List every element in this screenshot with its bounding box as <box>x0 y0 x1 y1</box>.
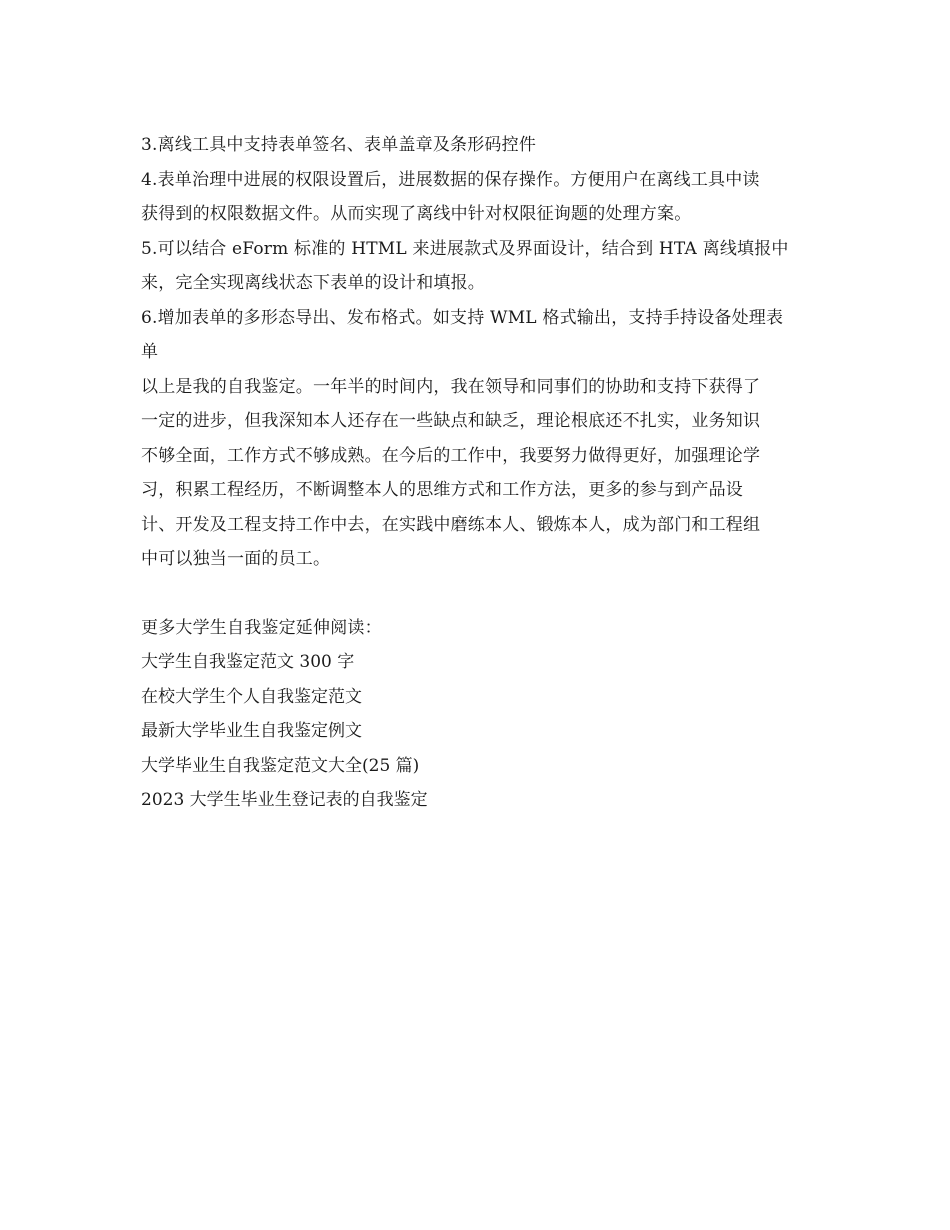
body-line: 4.表单治理中进展的权限设置后，进展数据的保存操作。方便用户在离线工具中读 <box>141 169 760 190</box>
body-line: 5.可以结合 eForm 标准的 HTML 来进展款式及界面设计，结合到 HTA 离线填报中 <box>141 238 789 259</box>
related-reading-heading: 更多大学生自我鉴定延伸阅读： <box>141 617 382 638</box>
body-line: 单 <box>141 342 159 362</box>
body-line: 习，积累工程经历，不断调整本人的思维方式和工作方法，更多的参与到产品设 <box>141 480 743 500</box>
body-line: 以上是我的自我鉴定。一年半的时间内，我在领导和同事们的协助和支持下获得了 <box>141 376 761 397</box>
body-line: 来，完全实现离线状态下表单的设计和填报。 <box>141 273 485 293</box>
body-line: 不够全面，工作方式不够成熟。在今后的工作中，我要努力做得更好，加强理论学 <box>141 445 761 466</box>
related-link[interactable]: 最新大学毕业生自我鉴定例文 <box>141 721 362 741</box>
body-line: 一定的进步，但我深知本人还存在一些缺点和缺乏，理论根底还不扎实，业务知识 <box>141 411 761 431</box>
body-line: 3.离线工具中支持表单签名、表单盖章及条形码控件 <box>141 135 537 155</box>
related-link[interactable]: 2023 大学生毕业生登记表的自我鉴定 <box>141 790 428 810</box>
related-link[interactable]: 大学生自我鉴定范文 300 字 <box>141 652 355 672</box>
related-link[interactable]: 在校大学生个人自我鉴定范文 <box>141 686 362 707</box>
body-line: 中可以独当一面的员工。 <box>141 549 331 569</box>
body-line: 计、开发及工程支持工作中去，在实践中磨练本人、锻炼本人，成为部门和工程组 <box>141 514 761 535</box>
section-spacer <box>141 577 813 611</box>
body-line: 获得到的权限数据文件。从而实现了离线中针对权限征询题的处理方案。 <box>141 204 692 224</box>
document-content <box>141 128 813 818</box>
body-line: 6.增加表单的多形态导出、发布格式。如支持 WML 格式输出，支持手持设备处理表 <box>141 307 784 328</box>
related-link[interactable]: 大学毕业生自我鉴定范文大全(25 篇) <box>141 755 420 776</box>
